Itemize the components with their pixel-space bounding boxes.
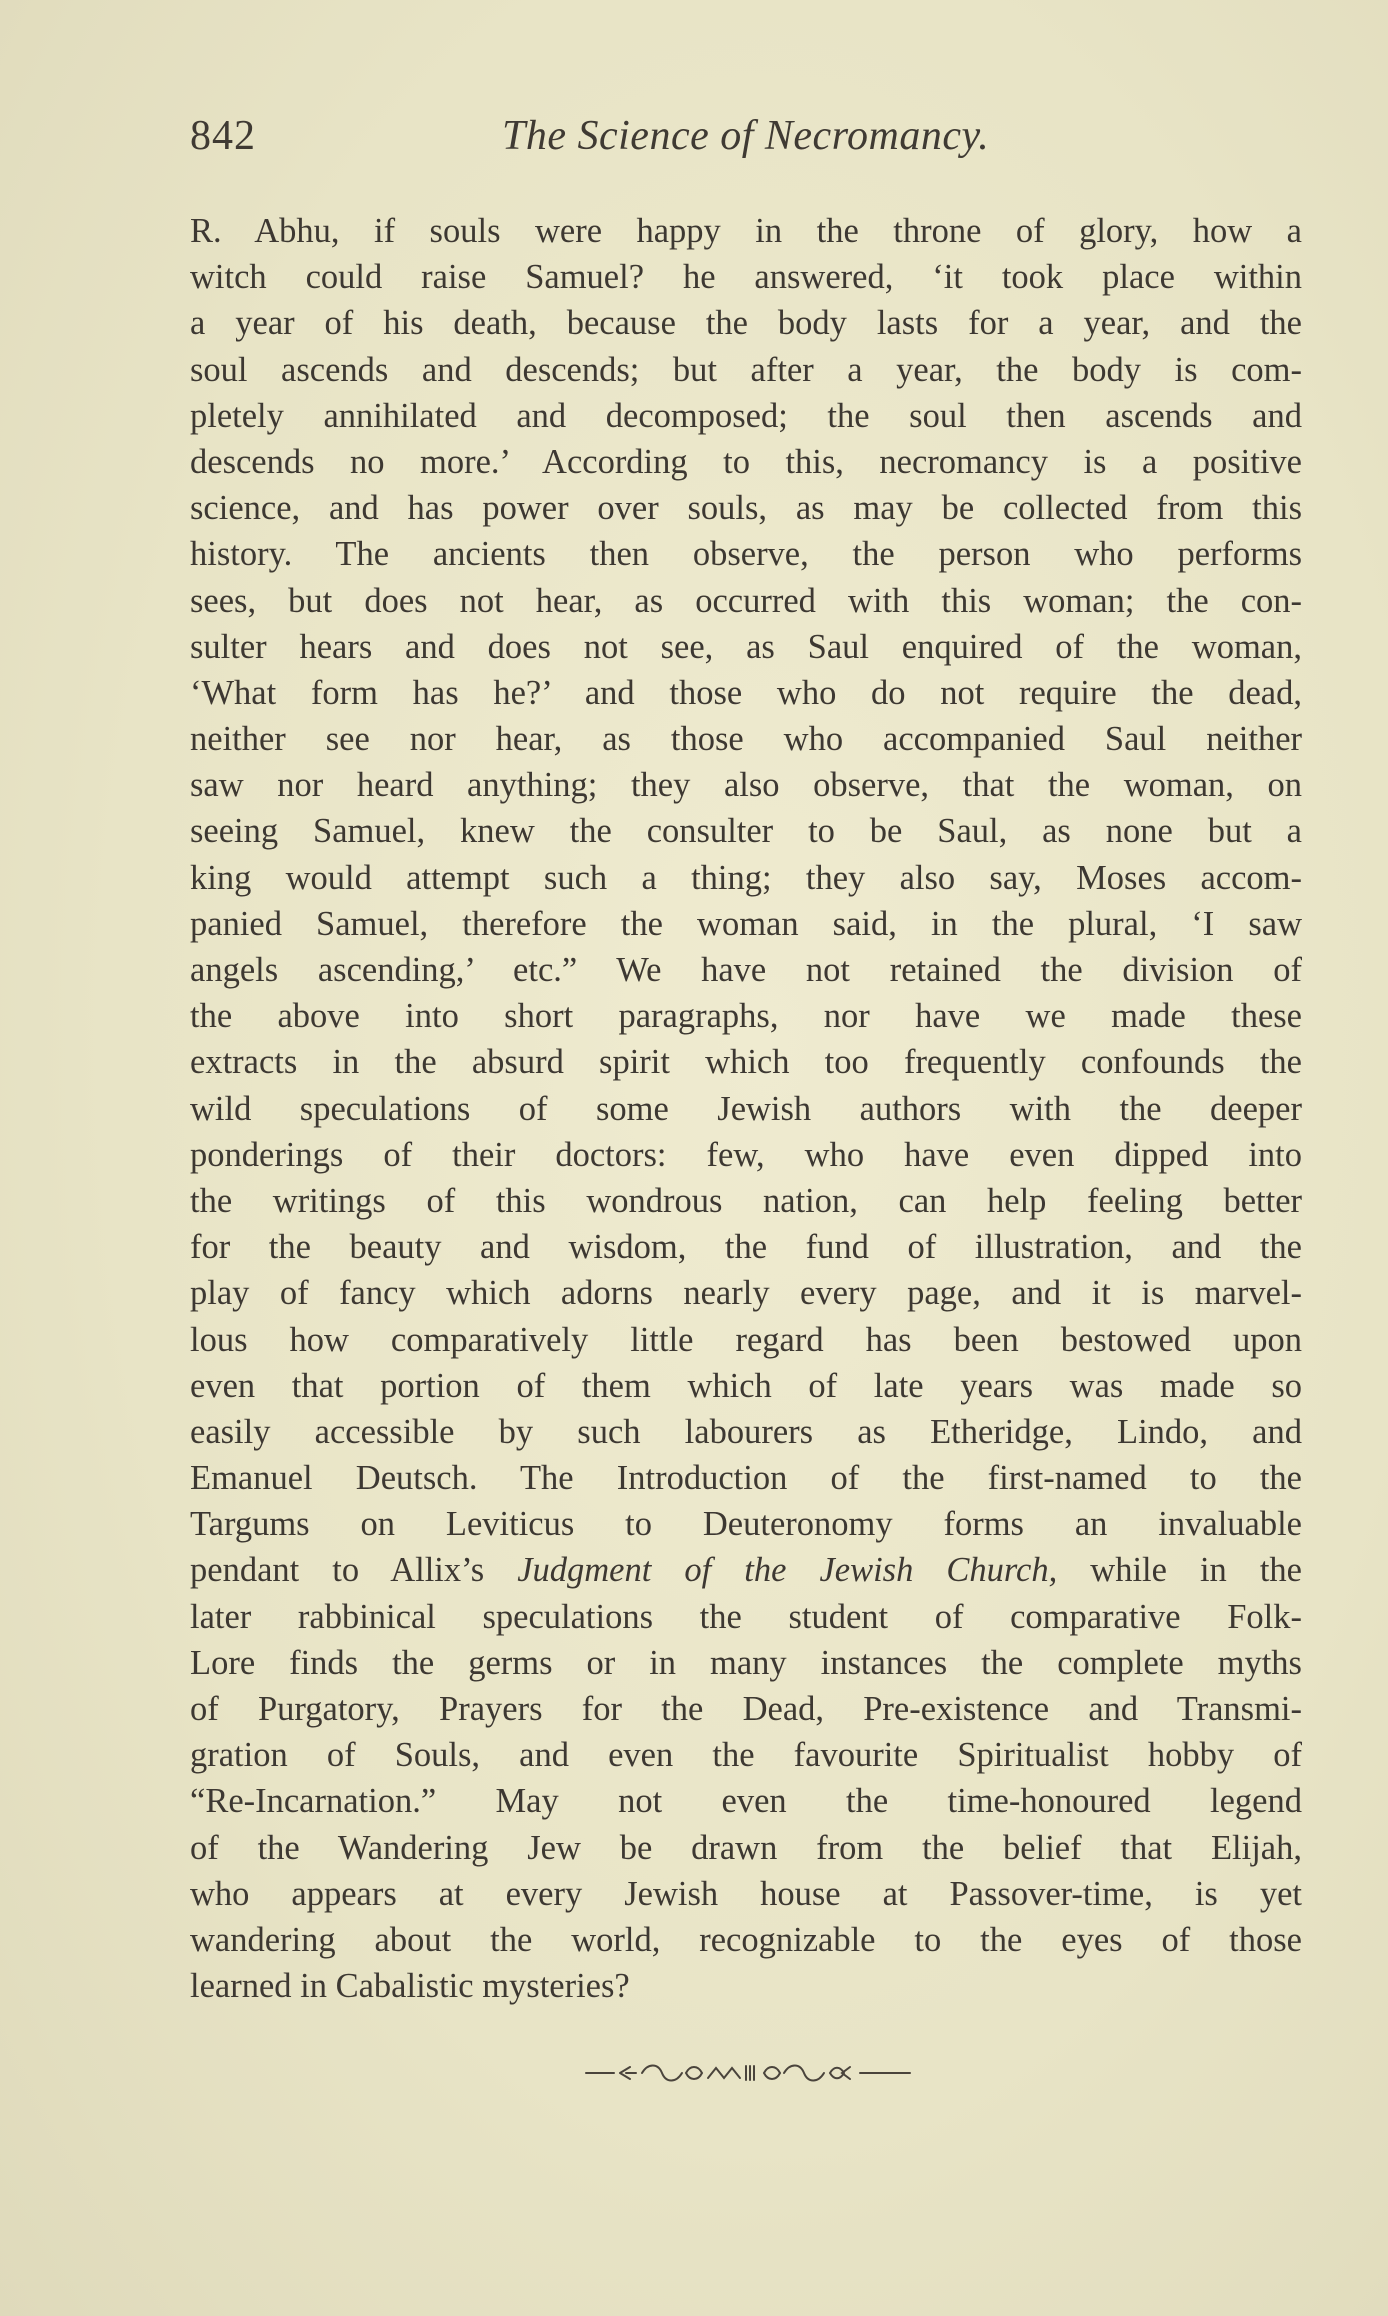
text-line (190, 670, 1302, 716)
text-line-content: Targums on Leviticus to Deuteronomy forms an invaluable (190, 1505, 1302, 1544)
text-line (190, 901, 1302, 947)
decorative-tailpiece-icon (578, 2058, 918, 2088)
text-line-content: ‘What form has he?’ and those who do not require the dead, (190, 673, 1302, 712)
running-title: The Science of Necromancy. (502, 113, 990, 159)
text-line-content: easily accessible by such labourers as Etheridge, Lindo, and (190, 1412, 1302, 1451)
text-line-content: of the Wandering Jew be drawn from the belief that Elijah, (190, 1828, 1302, 1867)
text-line (190, 624, 1302, 670)
text-line-content: history. The ancients then observe, the person who performs (190, 535, 1302, 574)
text-line (190, 1224, 1302, 1270)
text-line (190, 439, 1302, 485)
text-line-content: R. Abhu, if souls were happy in the throne of glory, how a (190, 212, 1302, 250)
text-line (190, 1871, 1302, 1917)
text-line-content: sulter hears and does not see, as Saul enquired of the woman, (190, 627, 1302, 666)
text-line (190, 208, 1302, 254)
text-line-content: a year of his death, because the body lasts for a year, and the (190, 304, 1302, 343)
text-line-content: sees, but does not hear, as occurred with this woman; the con- (190, 581, 1302, 620)
text-line (190, 1686, 1302, 1732)
text-line-content: soul ascends and descends; but after a year, the body is com- (190, 350, 1302, 389)
text-line (190, 1363, 1302, 1409)
running-head (190, 110, 1302, 170)
text-line-content: wandering about the world, recognizable to the eyes of those (190, 1920, 1302, 1959)
text-line (190, 1317, 1302, 1363)
text-line (190, 300, 1302, 346)
text-line (190, 578, 1302, 624)
text-line-content: king would attempt such a thing; they also say, Moses accom- (190, 858, 1302, 897)
text-line (190, 1640, 1302, 1686)
text-line (190, 1178, 1302, 1224)
text-line (190, 1270, 1302, 1316)
text-line-content: who appears at every Jewish house at Passover-time, is yet (190, 1874, 1302, 1913)
text-line-content: angels ascending,’ etc.” We have not retained the division of (190, 951, 1302, 989)
text-line-content: descends no more.’ According to this, necromancy is a positive (190, 442, 1302, 481)
text-line-content: play of fancy which adorns nearly every page, and it is marvel- (190, 1274, 1302, 1313)
text-line (190, 531, 1302, 577)
text-line (190, 1086, 1302, 1132)
text-line-content: neither see nor hear, as those who accompanied Saul neither (190, 720, 1302, 759)
text-line-content: saw nor heard anything; they also observe, that the woman, on (190, 766, 1302, 805)
text-line (190, 1594, 1302, 1640)
text-line (190, 993, 1302, 1039)
body-text (190, 208, 1302, 2009)
text-line (190, 393, 1302, 439)
text-line (190, 1732, 1302, 1778)
text-line (190, 254, 1302, 300)
text-line-continuation: while in the (1057, 1551, 1302, 1590)
text-line (190, 1778, 1302, 1824)
text-line (190, 1825, 1302, 1871)
text-line (190, 716, 1302, 762)
text-line (190, 1409, 1302, 1455)
text-line-content: gration of Souls, and even the favourite Spiritualist hobby of (190, 1736, 1302, 1775)
text-line (190, 1455, 1302, 1501)
text-line-content: ponderings of their doctors: few, who have even dipped into (190, 1135, 1302, 1174)
text-line (190, 1917, 1302, 1963)
text-line-content: the above into short paragraphs, nor have we made these (190, 997, 1302, 1036)
page-number: 842 (190, 113, 256, 159)
text-line (190, 1547, 1302, 1593)
text-line-content: witch could raise Samuel? he answered, ‘it took place within (190, 258, 1302, 297)
text-line-content: extracts in the absurd spirit which too frequently confounds the (190, 1043, 1302, 1082)
text-line-content: even that portion of them which of late years was made so (190, 1366, 1302, 1405)
text-line-content: learned in Cabalistic mysteries? (190, 1967, 630, 2006)
text-line-content: of Purgatory, Prayers for the Dead, Pre-existence and Transmi- (190, 1690, 1302, 1728)
text-line-content: pendant to Allix’s (190, 1551, 518, 1590)
text-line (190, 1039, 1302, 1085)
text-line (190, 855, 1302, 901)
text-line-content: lous how comparatively little regard has been bestowed upon (190, 1320, 1302, 1359)
text-line-content: the writings of this wondrous nation, can help feeling better (190, 1181, 1302, 1220)
text-line (190, 485, 1302, 531)
text-line-content: Emanuel Deutsch. The Introduction of the first-named to the (190, 1459, 1302, 1498)
text-line-content: pletely annihilated and decomposed; the soul then ascends and (190, 396, 1302, 435)
italic-book-title: Judgment of the Jewish Church, (517, 1551, 1058, 1590)
text-line (190, 808, 1302, 854)
text-line (190, 1132, 1302, 1178)
text-line-content: later rabbinical speculations the student of comparative Folk- (190, 1597, 1302, 1636)
text-line (190, 347, 1302, 393)
text-line-content: “Re-Incarnation.” May not even the time-honoured legend (190, 1782, 1302, 1821)
text-line-content: panied Samuel, therefore the woman said, in the plural, ‘I saw (190, 904, 1302, 943)
text-line (190, 1501, 1302, 1547)
text-line-content: seeing Samuel, knew the consulter to be Saul, as none but a (190, 812, 1302, 851)
text-line (190, 1963, 1302, 2009)
text-line-content: for the beauty and wisdom, the fund of illustration, and the (190, 1228, 1302, 1267)
text-line (190, 947, 1302, 993)
text-line (190, 762, 1302, 808)
text-line-content: science, and has power over souls, as may be collected from this (190, 489, 1302, 528)
text-line-content: Lore finds the germs or in many instances the complete myths (190, 1643, 1302, 1682)
text-line-content: wild speculations of some Jewish authors with the deeper (190, 1089, 1302, 1128)
